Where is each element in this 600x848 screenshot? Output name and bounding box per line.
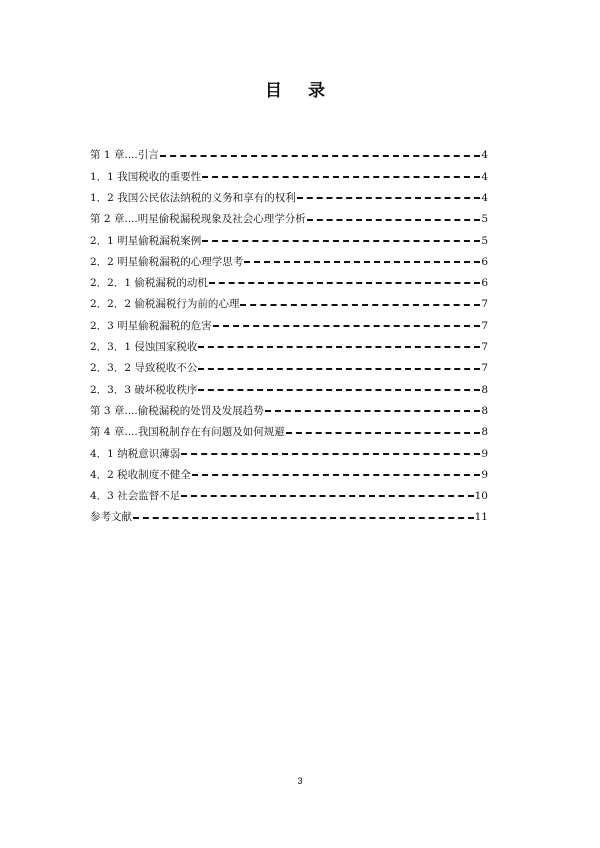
toc-entry[interactable] — [90, 209, 488, 230]
toc-leader — [307, 219, 481, 221]
toc-entry-label: 1．1 我国税收的重要性 — [90, 170, 202, 183]
toc-leader — [133, 517, 474, 519]
toc-entry-page: 4 — [481, 191, 488, 204]
toc-entry-label: 2．2．1 偷税漏税的动机 — [90, 277, 208, 290]
toc-title: 目 录 — [265, 81, 335, 101]
toc-entry-label: 2．3．1 侵蚀国家税收 — [90, 341, 198, 354]
toc-entry[interactable] — [90, 145, 488, 166]
toc-entry-page: 6 — [481, 277, 488, 290]
toc-entry[interactable] — [90, 251, 488, 272]
toc-entry-page: 9 — [481, 447, 488, 460]
toc-entry-page: 11 — [474, 511, 488, 524]
toc-entry-page: 7 — [481, 341, 488, 354]
toc-entry[interactable] — [90, 507, 488, 528]
toc-entry[interactable] — [90, 422, 488, 443]
toc-entry-page: 9 — [481, 468, 488, 481]
toc-entry[interactable] — [90, 379, 488, 400]
toc-entry-label: 第 3 章....偷税漏税的处罚及发展趋势 — [90, 404, 264, 417]
toc-entry-label: 参考文献 — [90, 511, 132, 524]
toc-entry-page: 5 — [481, 213, 488, 226]
toc-entry-label: 2．3 明星偷税漏税的危害 — [90, 319, 212, 332]
toc-entry[interactable] — [90, 315, 488, 336]
toc-leader — [181, 453, 480, 455]
toc-entry-page: 8 — [481, 383, 488, 396]
table-of-contents — [90, 145, 488, 528]
toc-entry-page: 5 — [481, 234, 488, 247]
toc-entry-label: 4．2 税收制度不健全 — [90, 468, 191, 481]
toc-leader — [160, 155, 481, 157]
toc-entry-page: 8 — [481, 426, 488, 439]
toc-entry[interactable] — [90, 401, 488, 422]
toc-entry-page: 7 — [481, 319, 488, 332]
toc-leader — [202, 176, 480, 178]
toc-entry[interactable] — [90, 294, 488, 315]
toc-leader — [202, 240, 480, 242]
toc-entry-page: 4 — [481, 170, 488, 183]
toc-entry-page: 7 — [481, 362, 488, 375]
toc-entry-label: 2．1 明星偷税漏税案例 — [90, 234, 202, 247]
page-number: 3 — [297, 776, 303, 786]
toc-entry[interactable] — [90, 337, 488, 358]
toc-entry-page: 4 — [481, 149, 488, 162]
toc-entry[interactable] — [90, 464, 488, 485]
toc-entry-page: 7 — [481, 298, 488, 311]
toc-leader — [209, 282, 480, 284]
toc-entry-label: 第 2 章....明星偷税漏税现象及社会心理学分析 — [90, 213, 306, 226]
toc-leader — [198, 389, 480, 391]
toc-entry-page: 6 — [481, 255, 488, 268]
toc-entry-label: 2．2．2 偷税漏税行为前的心理 — [90, 298, 240, 311]
toc-entry[interactable] — [90, 188, 488, 209]
toc-entry[interactable] — [90, 486, 488, 507]
toc-entry-label: 2．3．2 导致税收不公 — [90, 362, 198, 375]
toc-leader — [198, 368, 480, 370]
toc-leader — [297, 197, 481, 199]
toc-entry-label: 1．2 我国公民依法纳税的义务和享有的权利 — [90, 191, 296, 204]
toc-leader — [286, 432, 481, 434]
toc-leader — [265, 410, 481, 412]
toc-entry[interactable] — [90, 166, 488, 187]
toc-entry-page: 10 — [474, 490, 488, 503]
toc-entry-label: 4．1 纳税意识薄弱 — [90, 447, 181, 460]
toc-leader — [198, 346, 480, 348]
toc-entry-label: 第 4 章....我国税制存在有问题及如何规避 — [90, 426, 285, 439]
toc-entry[interactable] — [90, 273, 488, 294]
toc-entry-page: 8 — [481, 404, 488, 417]
toc-leader — [192, 474, 481, 476]
toc-leader — [244, 261, 480, 263]
toc-entry[interactable] — [90, 230, 488, 251]
toc-entry-label: 4．3 社会监督不足 — [90, 490, 181, 503]
toc-entry-label: 第 1 章....引言 — [90, 149, 159, 162]
toc-entry[interactable] — [90, 358, 488, 379]
toc-entry-label: 2．3．3 破坏税收秩序 — [90, 383, 198, 396]
toc-leader — [240, 304, 480, 306]
toc-entry-label: 2．2 明星偷税漏税的心理学思考 — [90, 255, 244, 268]
toc-leader — [181, 495, 473, 497]
toc-entry[interactable] — [90, 443, 488, 464]
toc-leader — [213, 325, 481, 327]
